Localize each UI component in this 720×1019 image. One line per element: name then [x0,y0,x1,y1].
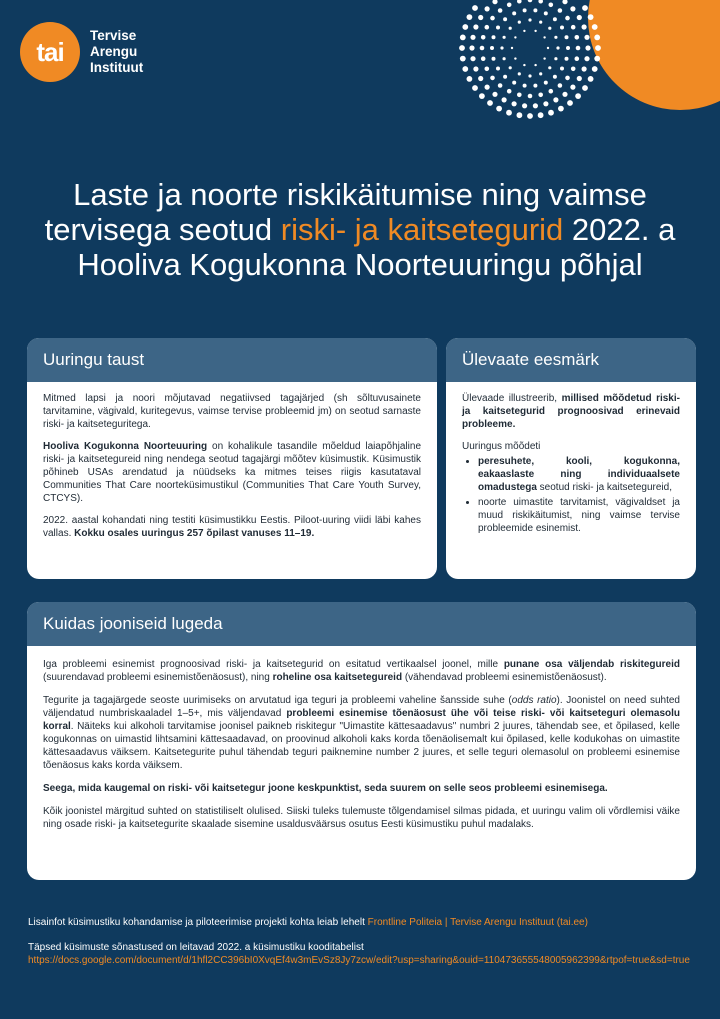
decorative-dot [511,47,513,49]
lugeda-paragraph-3 [43,782,680,795]
decorative-dot [582,66,587,71]
decorative-dot [562,0,567,4]
card-ulevaate-eesmark [446,338,696,579]
decorative-dot [485,25,490,30]
decorative-dot [502,97,507,102]
decorative-dot [496,67,500,71]
decorative-dot [496,106,502,112]
logo-line-1: Tervise [90,28,137,43]
card-heading: Kuidas jooniseid lugeda [27,602,696,646]
decorative-dot [507,3,512,8]
decorative-dot [565,57,569,61]
decorative-dot [490,46,494,50]
decorative-dot [553,17,557,21]
decorative-dot [565,16,570,21]
decorative-dot [595,45,601,51]
list-item [478,455,680,494]
decorative-dot [473,24,478,29]
decorative-dot [566,46,570,50]
decorative-dot [576,46,581,51]
decorative-dot [585,45,590,50]
text: Täpsed küsimuste sõnastused on leitavad 2022. a küsimustiku kooditabelist [28,942,364,953]
measured-list [462,455,680,535]
decorative-dot [533,84,537,88]
logo-text [90,28,143,76]
decorative-dot [512,101,517,106]
decorative-dot [558,8,563,13]
logo-line-3: Instituut [90,60,144,75]
decorative-dot [503,75,507,79]
decorative-dot [594,35,600,41]
orange-circle-shape [588,0,720,110]
card-body [27,382,437,559]
taust-paragraph-1: Mitmed lapsi ja noori mõjutavad negatiivsed tagajärjed (sh sõltuvusainete tarvitamine, vägivald, kuritegevus, vaimse tervise probleemid jm) on seotud sarnaste riski- ja kaitseteguritega. [43,393,421,430]
decorative-dot [478,15,483,20]
decorative-dot [498,8,503,13]
decorative-dot [549,3,554,8]
decorative-dot [509,66,512,69]
taust-paragraph-2 [43,440,421,505]
decorative-dot [592,24,598,30]
decorative-dot [506,110,512,116]
decorative-dot [582,85,588,91]
decorative-dot [533,103,538,108]
tai-logo [20,22,143,82]
lugeda-paragraph-1 [43,658,680,684]
decorative-dot [543,36,545,38]
card-heading: Uuringu taust [27,338,437,382]
decorative-dot [473,66,478,71]
footer-line-1 [28,916,698,929]
decorative-dot [467,14,473,20]
decorative-dot [562,92,567,97]
text: on kohalikule tasandile mõeldud laiapõhjaline riski- ja kaitsetegureid ning nendega seotud tagajärgi mõõtev küsimustik. Küsimustik põhineb USAs arendatud ja nüüdseks ka mitmes teises riigis kasutataval Communities That Care noorteküsimustikul (Communities That Care Youth Survey, CTCYS). [43,441,422,504]
decorative-dot [523,30,525,32]
decorative-dot [512,81,516,85]
decorative-dot [514,57,516,59]
decorative-dot [588,76,594,82]
decorative-dot [469,45,474,50]
decorative-dot [472,85,478,91]
decorative-dot [517,0,522,4]
decorative-dot [503,17,507,21]
decorative-dot [462,66,468,72]
decorative-dot [481,35,486,40]
decorative-dot [553,75,557,79]
card-kuidas-jooniseid-lugeda [27,602,696,880]
decorative-dot [467,76,473,82]
title-part-2: 2022. a Hooliva Kogukonna Noorteuuringu põhjal [77,211,676,282]
decorative-dot [485,67,490,72]
decorative-dot [548,110,554,116]
eesmark-paragraph-1 [462,392,680,431]
decorative-dots-graphic [430,0,720,150]
decorative-dot [459,45,465,51]
text: seotud riski- ja kaitsetegureid, [536,482,672,493]
taust-paragraph-3 [43,514,421,540]
text: (vähendavad probleemi esinemistõenäosust). [402,672,607,683]
decorative-dot [517,93,522,98]
decorative-dot [565,76,570,81]
card-uuringu-taust [27,338,437,579]
decorative-dot [534,64,536,66]
decorative-dot [498,83,503,88]
decorative-dot [507,89,512,94]
decorative-dot [527,113,533,119]
italic-text: odds ratio [511,695,557,706]
decorative-dot [503,57,506,60]
bold-text: Kokku osales uuringus 257 õpilast vanuses 11–19. [74,528,315,539]
decorative-dot [514,36,516,38]
decorative-dot [571,67,576,72]
decorative-dot [518,21,521,24]
card-heading: Ülevaate eesmärk [446,338,696,382]
decorative-dot [575,35,580,40]
decorative-dot [543,57,545,59]
decorative-dot [570,85,575,90]
decorative-dot [554,36,557,39]
decorative-dot [492,0,497,4]
decorative-dot [492,92,497,97]
decorative-dot [480,46,485,51]
decorative-dot [584,56,589,61]
decorative-dot [558,83,563,88]
decorative-dot [560,26,564,30]
decorative-dot [544,11,548,15]
decorative-dot [492,35,496,39]
bold-text: Seega, mida kaugemal on riski- või kaitsetegur joone keskpunktist, seda suurem on selle seos probleemi esinemisega. [43,783,608,794]
decorative-dot [523,64,525,66]
decorative-dot [462,24,468,30]
decorative-dot [571,25,576,30]
title-part-1: Laste ja noorte riskikäitumise ning vaimse tervisega seotud [44,176,647,247]
logo-line-2: Arengu [90,44,138,59]
decorative-dot [500,46,503,49]
text: Iga probleemi esinemist prognoosivad riski- ja kaitsetegurid on esitatud vertikaalsel joonel, mille [43,659,504,670]
decorative-dot [478,76,483,81]
bold-text: roheline osa kaitsetegureid [272,672,403,683]
bold-text: peresuhete, kooli, kogukonna, eakaaslaste ning individuaalsete omadustega [478,456,680,493]
decorative-dot [549,89,554,94]
lugeda-paragraph-4: Kõik joonistel märgitud suhted on statistiliselt olulised. Siiski tuleks tulemuste tõlgendamisel silmas pidada, et uuringu valim oli võrdlemisi väike ning osade riski- ja kaitsetegurite skaalade sisemine usaldusväärsus osutus Eesti küsimustiku puhul madalaks. [43,806,680,830]
decorative-dot [594,56,600,62]
logo-mark: tai [20,22,80,82]
decorative-dot [567,100,573,106]
decorative-dot [582,5,588,11]
codebook-url-link[interactable]: https://docs.google.com/document/d/1hfl2CC396bI0XvqEf4w3mEvSz8Jy7zcw/edit?usp=sharing&ouid=110473655548005962399&rtpof=true&sd=true [28,955,690,966]
decorative-dot [575,93,581,99]
decorative-dot [460,35,466,41]
title-accent: riski- ja kaitsetegurid [280,211,564,247]
text: (suurendavad probleemi esinemistõenäosust), ning [43,672,273,683]
decorative-dot [522,103,527,108]
decorative-dot [518,72,521,75]
measured-label: Uuringus mõõdeti [462,441,541,452]
text: Lisainfot küsimustiku kohandamise ja piloteerimise projekti kohta leiab lehelt [28,917,368,928]
lugeda-paragraph-2 [43,694,680,772]
decorative-dot [565,35,569,39]
dot-rings [459,0,601,119]
decorative-dot [481,56,486,61]
decorative-dot [528,74,531,77]
decorative-dot [592,66,598,72]
decorative-dot [584,35,589,40]
decorative-dot [548,66,551,69]
decorative-dot [556,46,559,49]
decorative-dot [528,94,533,99]
card-body [27,646,696,851]
decorative-dot [534,30,536,32]
text: 2022. aastal kohandati ning testiti küsimustikku Eestis. Piloot-uuring viidi läbi kahes vallas. [43,515,421,539]
decorative-dot [544,81,548,85]
footer [28,916,698,979]
decorative-dot [509,27,512,30]
decorative-dot [538,93,543,98]
decorative-dot [533,8,537,12]
text: Tegurite ja tagajärgede seoste uurimiseks on arvutatud iga teguri ja probleemi vaheline šansside suhe ( [43,695,512,706]
decorative-dot [470,56,475,61]
decorative-dot [577,76,582,81]
decorative-dot [543,101,548,106]
decorative-dot [492,57,496,61]
bold-text: probleemi esinemise tõenäosust ühe või teise riski- või kaitseteguri olemasolu korral [43,708,680,732]
decorative-dot [539,21,542,24]
decorative-dot [472,5,478,11]
decorative-dot [560,67,564,71]
decorative-dot [548,27,551,30]
decorative-dot [528,0,533,2]
page-title [20,177,700,282]
bold-text: millised mõõdetud riski- ja kaitsetegurid prognoosivad erinevaid probleeme. [462,393,680,430]
decorative-dot [517,112,523,118]
frontline-politeia-link[interactable]: Frontline Politeia | Tervise Arengu Instituut (tai.ee) [367,917,588,928]
decorative-dot [570,6,575,11]
footer-line-2 [28,941,698,967]
list-item: • noorte uimastite tarvitamist, vägivaldset ja muud riskikäitumist, ning vaimse tervise probleemide esinemist. [478,496,680,535]
text: ). Joonistel on need suhted väljendatud numbriskaaladel 1–5+, mis väljendavad [43,695,680,719]
decorative-dot [485,85,490,90]
decorative-dot [547,47,549,49]
decorative-dot [512,11,516,15]
decorative-dot [487,100,493,106]
bold-text: Hooliva Kogukonna Noorteuuring [43,441,208,452]
decorative-dot [523,84,527,88]
decorative-dot [582,24,587,29]
card-body [446,382,696,547]
decorative-dot [528,18,531,21]
decorative-dot [588,14,594,20]
text: . Näiteks kui alkoholi tarvitamise joonisel paikneb riskitegur "Uimastite kättesaadavus" numbri 2 juures, tähendab see, et õpilased, kelle kogukonnas on uimastid lihtsamini kättesaadavad, on proovinud alkoholi kaks korda tõenäolisemalt kui õpilased, kelle kodukohas on uimastite kättesaadavus väiksem. Kaitsetegurite puhul tähendab teguri paiknemine number 2 juures, et selle teguri olemasolul on probleemi esinemise tõenäosus kaks korda väiksem. [43,721,680,771]
decorative-dot [575,56,580,61]
decorative-dot [538,112,544,118]
decorative-dot [558,106,564,112]
decorative-dot [485,6,490,11]
decorative-dot [490,76,495,81]
decorative-dot [496,26,500,30]
decorative-dot [553,97,558,102]
decorative-dot [538,0,543,4]
decorative-dot [479,93,485,99]
decorative-dot [470,35,475,40]
decorative-dot [554,57,557,60]
decorative-dot [460,56,466,62]
decorative-dot [539,72,542,75]
decorative-dot [503,36,506,39]
decorative-dot [577,15,582,20]
bold-text: punane osa väljendab riskitegureid [503,659,680,670]
decorative-dot [490,16,495,21]
decorative-dot [523,8,527,12]
text: Ülevaade illustreerib, [462,393,562,404]
